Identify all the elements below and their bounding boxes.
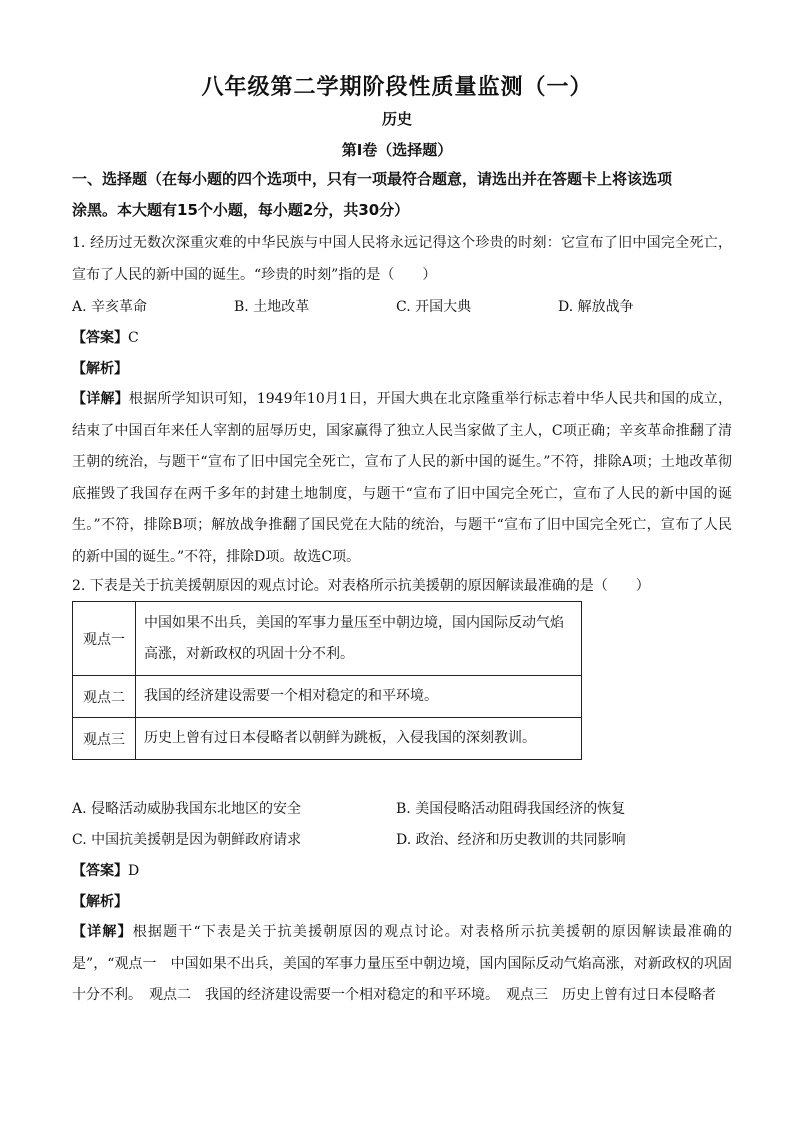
answer-label: 【答案】 (72, 330, 128, 346)
volume-title: 第Ⅰ卷（选择题） (341, 141, 453, 159)
detail-text: 根据所学知识可知，1949年10月1日，开国大典在北京隆重举行标志着中华人民共和国的成立，结束了中国百年来任人宰割的屈辱历史，国家赢得了独立人民当家做了主人，C项正确；辛亥革命推翻了清王朝的统治，与题干“宣布了旧中国完全死亡，宣布了人民的新中国的诞生。”不符，排除A项；土地改革彻底摧毁了我国存在两千多年的封建土地制度，与题干“宣布了旧中国完全死亡，宣布了人民的新中国的诞生。”不符，排除B项；解放战争推翻了国民党在大陆的统治，与题干“宣布了旧中国完全死亡，宣布了人民的新中国的诞生。”不符，排除D项。故选C项。 (72, 391, 733, 565)
q2-option-d: D. 政治、经济和历史教训的共同影响 (396, 832, 626, 848)
viewpoint-content: 中国如果不出兵，美国的军事力量压至中朝边境，国内国际反动气焰高涨，对新政权的巩固十分不利。 (136, 602, 582, 676)
q1-answer (72, 327, 139, 347)
detail-text: 根据题干“下表是关于抗美援朝原因的观点讨论。对表格所示抗美援朝的原因解读最准确的是”，“观点一 中国如果不出兵，美国的军事力量压至中朝边境，国内国际反动气焰高涨，对新政权的巩固十分不利。 观点二 我国的经济建设需要一个相对稳定的和平环境。 观点三 历史上曾有过日本侵略者 (72, 924, 733, 1003)
table-row (73, 602, 582, 676)
viewpoint-label: 观点二 (73, 676, 136, 718)
q1-option-c: C. 开国大典 (396, 299, 472, 315)
answer-label: 【答案】 (72, 863, 128, 879)
detail-label: 【详解】 (72, 391, 129, 407)
viewpoint-content: 我国的经济建设需要一个相对稳定的和平环境。 (136, 676, 582, 718)
q1-option-b: B. 土地改革 (234, 299, 310, 315)
question-1-stem: 1. 经历过无数次深重灾难的中华民族与中国人民将永远记得这个珍贵的时刻：它宣布了旧中国完全死亡，宣布了人民的新中国的诞生。“珍贵的时刻”指的是（ ） (72, 235, 732, 283)
q2-option-a: A. 侵略活动威胁我国东北地区的安全 (72, 801, 302, 817)
section-heading-line-1: 一、选择题（在每小题的四个选项中，只有一项最符合题意，请选出并在答题卡上将该选项 (72, 170, 673, 188)
subject-name: 历史 (381, 110, 412, 128)
q2-analysis-label: 【解析】 (72, 894, 128, 910)
question-2-stem: 2. 下表是关于抗美援朝原因的观点讨论。对表格所示抗美援朝的原因解读最准确的是（ ） (72, 578, 650, 594)
section-heading-line-2: 涂黑。本大题有15个小题，每小题2分，共30分） (72, 201, 410, 219)
exam-title: 八年级第二学期阶段性质量监测（一） (201, 75, 593, 100)
q2-answer (72, 860, 139, 880)
table-row (73, 676, 582, 718)
detail-label: 【详解】 (72, 924, 133, 940)
q1-option-d: D. 解放战争 (558, 299, 634, 315)
q1-option-a: A. 辛亥革命 (72, 299, 148, 315)
answer-value: C (128, 330, 139, 346)
q2-option-b: B. 美国侵略活动阻碍我国经济的恢复 (396, 801, 626, 817)
viewpoint-table (72, 601, 582, 760)
q2-detail (72, 917, 732, 1012)
q1-detail (72, 384, 732, 573)
q1-analysis-label: 【解析】 (72, 361, 128, 377)
table-row (73, 718, 582, 760)
viewpoint-content: 历史上曾有过日本侵略者以朝鲜为跳板，入侵我国的深刻教训。 (136, 718, 582, 760)
q2-option-c: C. 中国抗美援朝是因为朝鲜政府请求 (72, 832, 302, 848)
viewpoint-label: 观点一 (73, 602, 136, 676)
section-heading (72, 164, 732, 226)
viewpoint-label: 观点三 (73, 718, 136, 760)
answer-value: D (128, 863, 140, 879)
